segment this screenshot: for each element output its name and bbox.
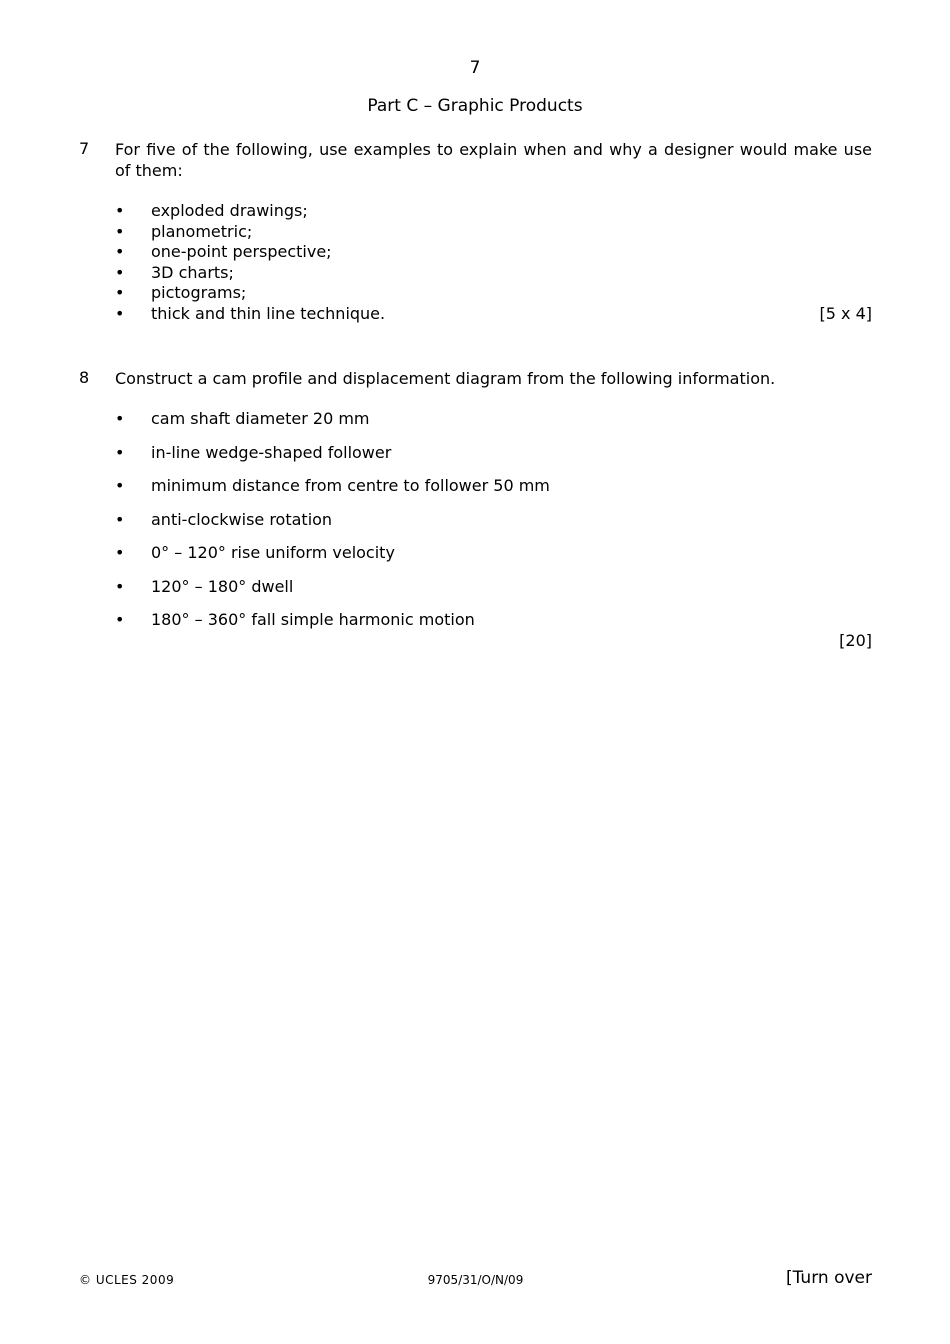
list-item — [115, 222, 872, 243]
question-number: 7 — [79, 139, 90, 158]
bullet-icon: • — [115, 543, 125, 562]
question-8 — [79, 368, 872, 658]
list-item-text: 3D charts; — [151, 262, 234, 282]
list-item-text: thick and thin line technique. — [151, 303, 386, 323]
bullet-icon: • — [115, 509, 125, 529]
list-item — [115, 408, 872, 442]
copyright-notice: © UCLES 2009 — [79, 1273, 175, 1287]
question-number: 8 — [79, 368, 90, 387]
bullet-icon: • — [115, 221, 125, 241]
bullet-icon: • — [115, 409, 125, 428]
list-item — [115, 609, 872, 643]
list-item — [115, 304, 872, 325]
list-item — [115, 242, 872, 263]
section-title: Part C – Graphic Products — [367, 96, 583, 116]
list-item-text: pictograms; — [151, 283, 247, 303]
list-item — [115, 542, 872, 576]
bullet-icon: • — [115, 262, 125, 282]
list-item-text: exploded drawings; — [151, 201, 308, 220]
marks-allocation: [20] — [839, 631, 872, 650]
list-item — [115, 263, 872, 284]
bullet-icon: • — [115, 476, 125, 495]
bullet-list — [115, 201, 872, 325]
marks-allocation: [5 x 4] — [819, 303, 872, 323]
bullet-icon: • — [115, 201, 125, 220]
turn-over-note: [Turn over — [786, 1268, 872, 1288]
list-item-text: 120° – 180° dwell — [151, 576, 294, 596]
bullet-icon: • — [115, 283, 125, 303]
bullet-icon: • — [115, 303, 125, 323]
bullet-icon: • — [115, 442, 125, 462]
list-item — [115, 475, 872, 509]
list-item-text: in-line wedge-shaped follower — [151, 442, 392, 462]
question-7 — [79, 139, 872, 339]
question-text: Construct a cam profile and displacement diagram from the following information. — [115, 369, 776, 388]
page-footer — [79, 1268, 872, 1292]
list-item — [115, 201, 872, 222]
list-item-text: one-point perspective; — [151, 242, 332, 262]
list-item — [115, 576, 872, 610]
list-item-text: planometric; — [151, 221, 253, 241]
list-item-text: 0° – 120° rise uniform velocity — [151, 543, 395, 562]
list-item-text: anti-clockwise rotation — [151, 509, 333, 529]
paper-code: 9705/31/O/N/09 — [427, 1273, 524, 1287]
bullet-icon: • — [115, 576, 125, 596]
page-number: 7 — [469, 58, 481, 78]
list-item — [115, 442, 872, 476]
question-text: For five of the following, use examples to explain when and why a designer would make use of them: — [115, 140, 872, 180]
bullet-list — [115, 408, 872, 643]
list-item — [115, 283, 872, 304]
list-item-text: 180° – 360° fall simple harmonic motion — [151, 610, 475, 629]
list-item-text: minimum distance from centre to follower 50 mm — [151, 476, 550, 495]
list-item-text: cam shaft diameter 20 mm — [151, 409, 370, 428]
list-item — [115, 509, 872, 543]
bullet-icon: • — [115, 610, 125, 629]
bullet-icon: • — [115, 242, 125, 262]
